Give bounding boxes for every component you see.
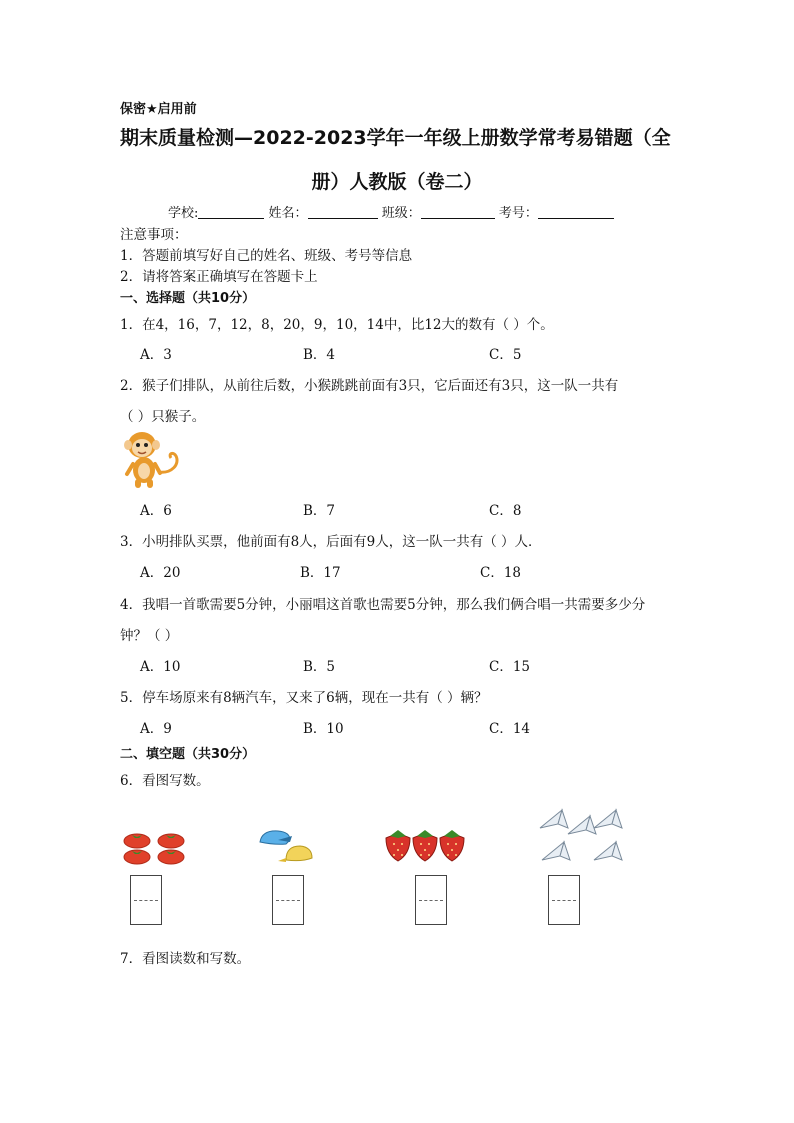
school-label: 学校:	[168, 206, 199, 221]
q4-option-c[interactable]: C．15	[489, 659, 531, 675]
number-label: 考号：	[498, 206, 538, 221]
section-2-title: 二、填空题（共30分）	[120, 747, 256, 762]
q1-option-b[interactable]: B．4	[303, 347, 336, 363]
q2-option-c[interactable]: C．8	[489, 503, 522, 519]
paper-plane-icon	[532, 804, 628, 866]
q3-option-a[interactable]: A．20	[140, 565, 181, 581]
q3-option-b[interactable]: B．17	[300, 565, 341, 581]
q2-option-a[interactable]: A．6	[140, 503, 172, 519]
student-info-row	[168, 202, 614, 221]
q6-answer-box-3[interactable]	[415, 875, 447, 925]
q1-option-c[interactable]: C．5	[489, 347, 522, 363]
monkey-icon	[120, 428, 184, 490]
q5-option-b[interactable]: B．10	[303, 721, 344, 737]
q6-answer-box-4[interactable]	[548, 875, 580, 925]
q2-option-b[interactable]: B．7	[303, 503, 336, 519]
q4-option-a[interactable]: A．10	[140, 659, 181, 675]
strawberry-icon	[384, 828, 468, 862]
notice-heading: 注意事项：	[120, 227, 188, 243]
class-label: 班级：	[381, 206, 421, 221]
section-1-title: 一、选择题（共10分）	[120, 291, 256, 306]
class-field[interactable]	[421, 205, 495, 219]
question-2-line-1: 2．猴子们排队，从前往后数，小猴跳跳前面有3只，它后面还有3只，这一队一共有	[120, 378, 619, 394]
page-title-line1: 期末质量检测—2022-2023学年一年级上册数学常考易错题（全	[120, 127, 671, 149]
notice-item-1: 1．答题前填写好自己的姓名、班级、考号等信息	[120, 248, 413, 264]
question-5: 5．停车场原来有8辆汽车，又来了6辆，现在一共有（ ）辆？	[120, 690, 488, 706]
q4-option-b[interactable]: B．5	[303, 659, 336, 675]
cap-icon	[256, 828, 314, 864]
question-1: 1．在4，16，7，12，8，20，9，10，14中，比12大的数有（ ）个。	[120, 317, 554, 333]
q6-answer-box-2[interactable]	[272, 875, 304, 925]
question-4-line-2: 钟？（ ）	[120, 628, 179, 644]
number-field[interactable]	[538, 205, 614, 219]
q1-option-a[interactable]: A．3	[140, 347, 172, 363]
confidential-label: 保密★启用前	[120, 102, 197, 117]
q5-option-a[interactable]: A．9	[140, 721, 172, 737]
name-field[interactable]	[308, 205, 378, 219]
page-title-line2: 册）人教版（卷二）	[311, 171, 483, 193]
tomato-icon	[122, 832, 188, 866]
question-6: 6．看图写数。	[120, 773, 210, 789]
q3-option-c[interactable]: C．18	[480, 565, 522, 581]
question-2-line-2: （ ）只猴子。	[120, 409, 206, 425]
question-4-line-1: 4．我唱一首歌需要5分钟，小丽唱这首歌也需要5分钟，那么我们俩合唱一共需要多少分	[120, 597, 646, 613]
question-3: 3．小明排队买票，他前面有8人，后面有9人，这一队一共有（ ）人．	[120, 534, 542, 550]
q5-option-c[interactable]: C．14	[489, 721, 531, 737]
school-field[interactable]	[198, 205, 264, 219]
notice-item-2: 2．请将答案正确填写在答题卡上	[120, 269, 318, 285]
name-label: 姓名：	[268, 206, 308, 221]
q6-answer-box-1[interactable]	[130, 875, 162, 925]
question-7: 7．看图读数和写数。	[120, 951, 251, 967]
